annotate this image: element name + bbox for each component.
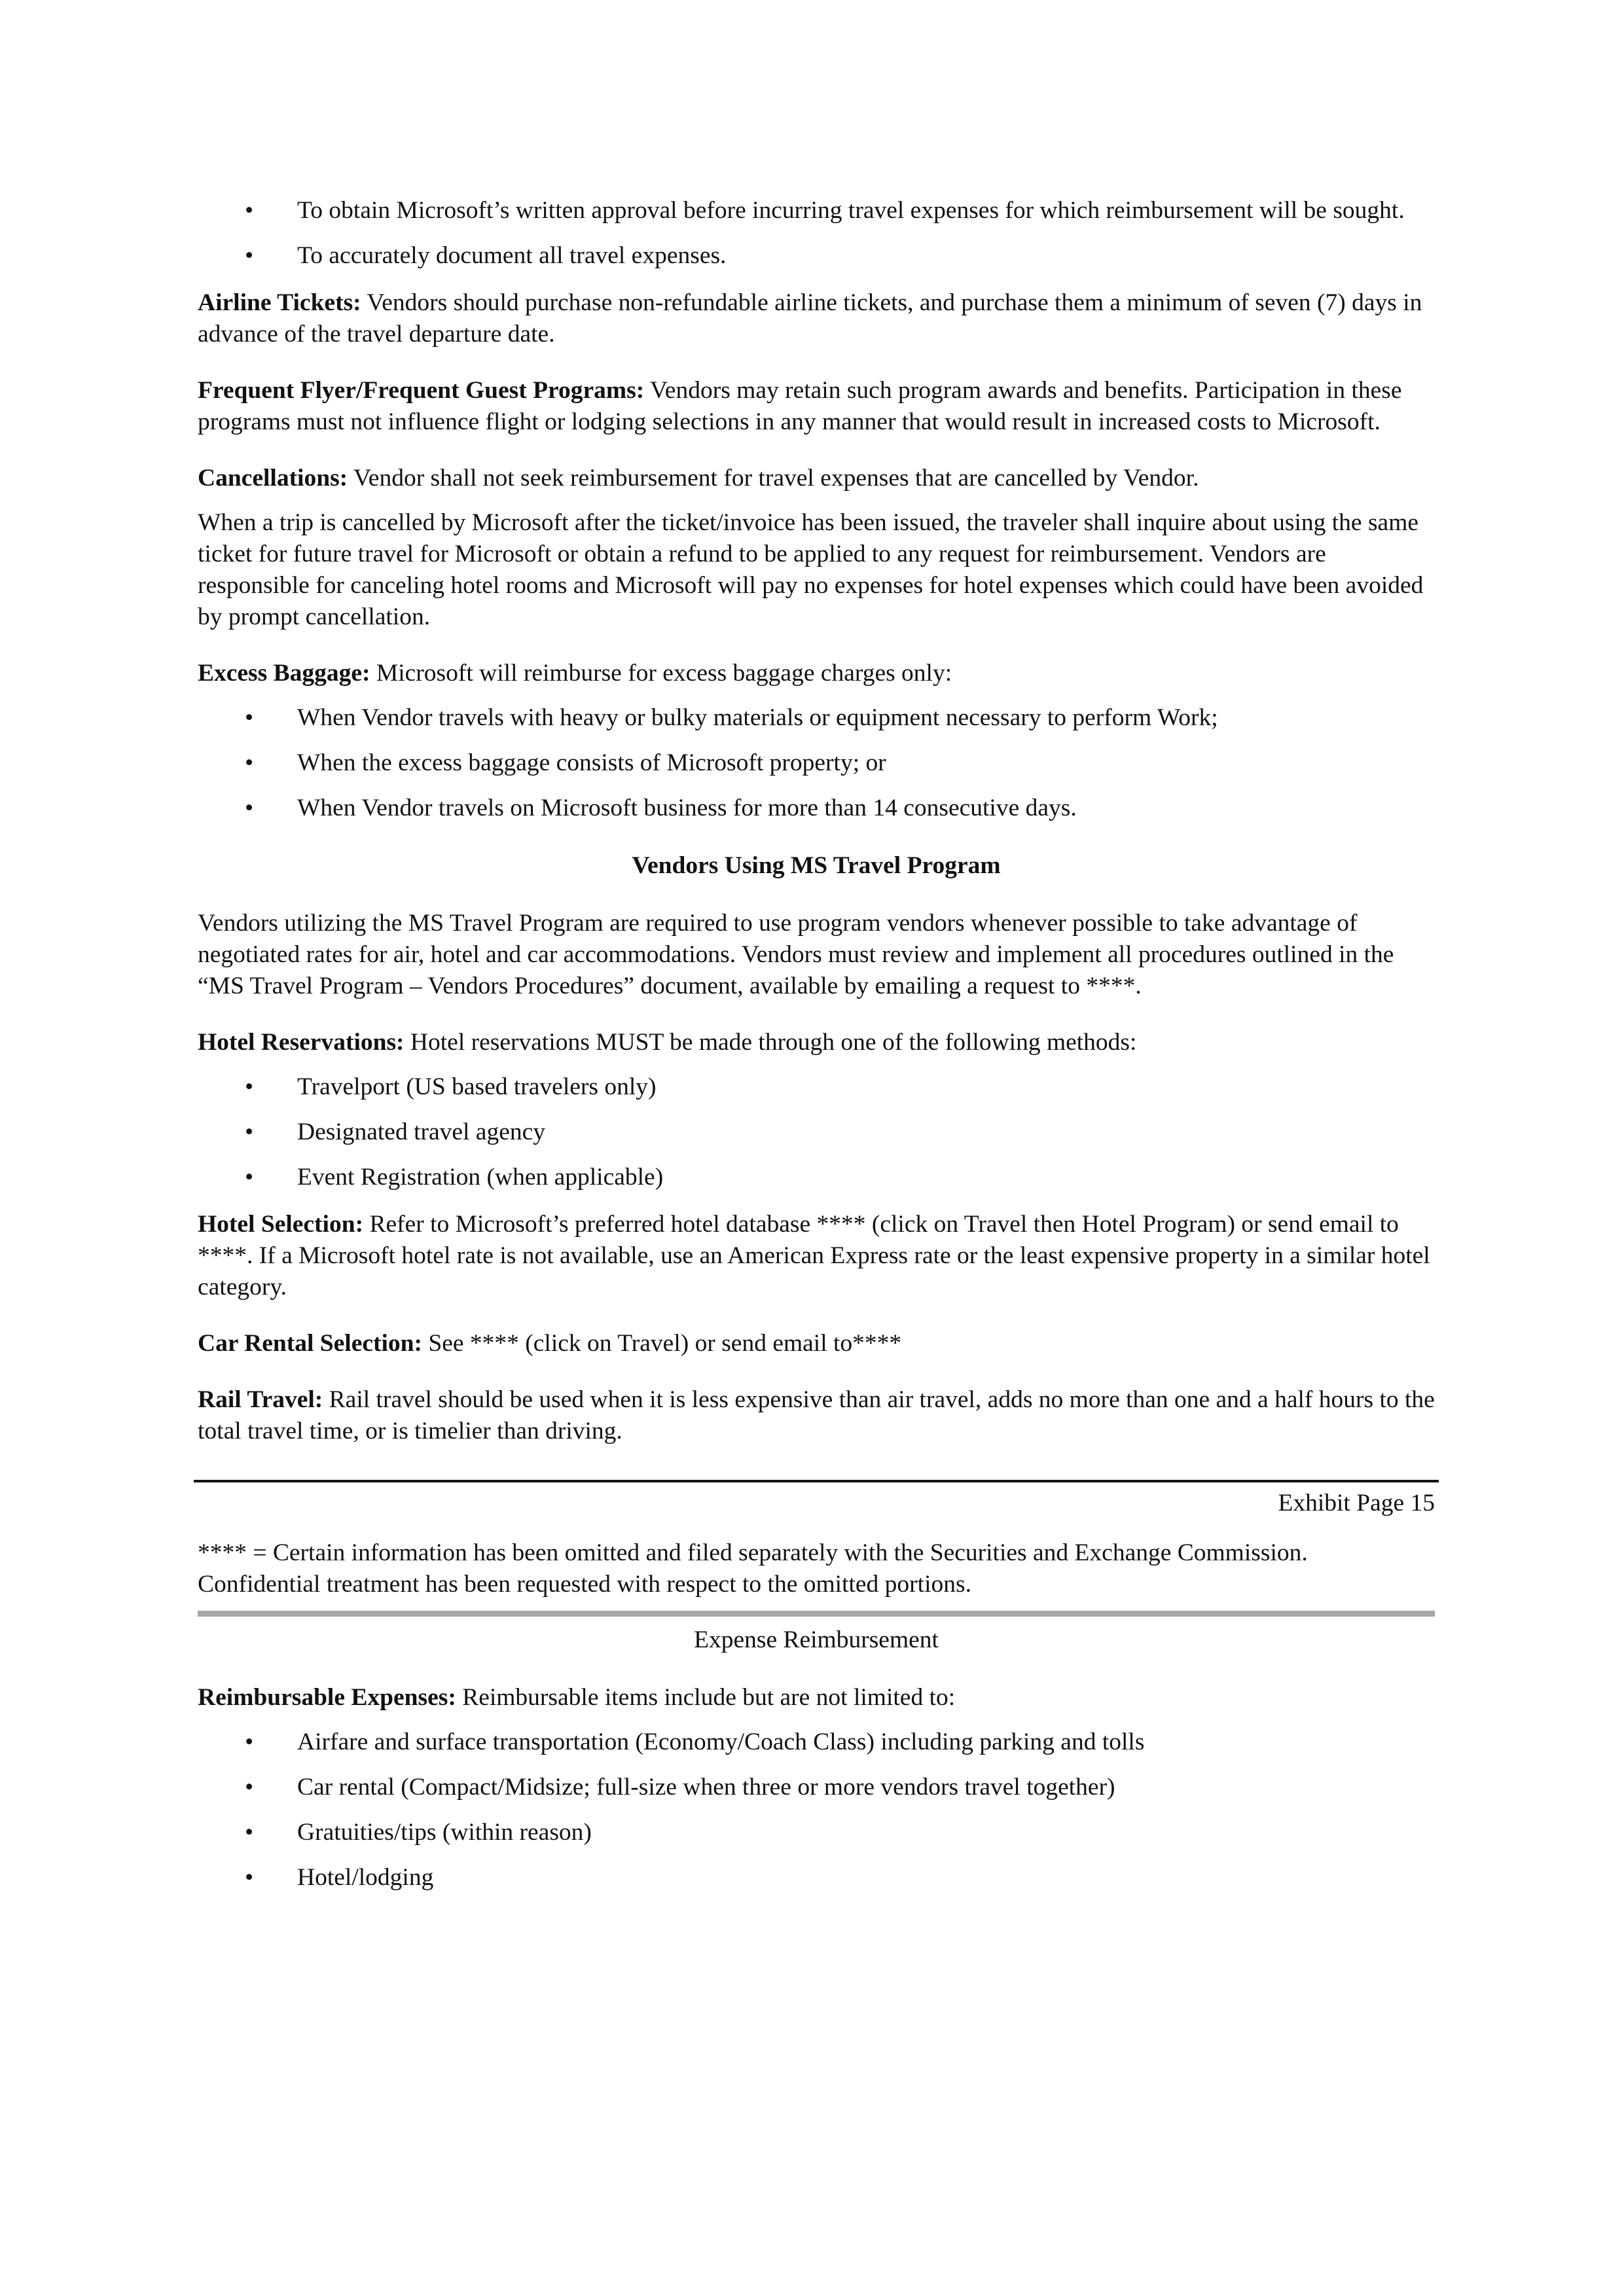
cancellations-paragraph — [198, 463, 1435, 494]
bullet-glyph: • — [245, 704, 254, 731]
car-rental-label: Car Rental Selection: — [198, 1330, 422, 1357]
ms-travel-section-title: Vendors Using MS Travel Program — [632, 852, 1001, 879]
list-item — [198, 1817, 1435, 1848]
list-item-text: Event Registration (when applicable) — [297, 1164, 664, 1191]
rail-travel-text: Rail travel should be used when it is less expensive than air travel, adds no more than one and a half hours to the total travel time, or is timelier than driving. — [198, 1386, 1435, 1444]
hotel-reservations-list — [198, 1071, 1435, 1193]
list-item-text: When the excess baggage consists of Microsoft property; or — [297, 749, 886, 776]
list-item — [198, 1071, 1435, 1103]
ms-travel-intro-paragraph: Vendors utilizing the MS Travel Program are required to use program vendors whenever possible to take advantage of negotiated rates for air, hotel and car accommodations. Vendors must review and implement all procedures outlined in the “MS Travel Program – Vendors Procedures” document, available by emailing a request to ****. — [198, 910, 1394, 999]
hotel-selection-label: Hotel Selection: — [198, 1211, 364, 1238]
rail-travel-label: Rail Travel: — [198, 1386, 323, 1413]
list-item — [198, 1862, 1435, 1893]
expense-reimbursement-title: Expense Reimbursement — [694, 1626, 939, 1653]
list-item-text: When Vendor travels on Microsoft business for more than 14 consecutive days. — [297, 795, 1077, 821]
bullet-glyph: • — [245, 197, 254, 224]
car-rental-text: See **** (click on Travel) or send email to**** — [422, 1330, 902, 1357]
list-item — [198, 1117, 1435, 1148]
list-item — [198, 793, 1435, 824]
excess-baggage-paragraph — [198, 658, 1435, 689]
excess-baggage-list — [198, 702, 1435, 824]
list-item-text: Airfare and surface transportation (Economy/Coach Class) including parking and tolls — [297, 1729, 1145, 1755]
cancellations-followup-paragraph: When a trip is cancelled by Microsoft after the ticket/invoice has been issued, the traveler shall inquire about using the same ticket for future travel for Microsoft or obtain a refund to be applied to any request for reimbursement. Vendors are responsible for canceling hotel rooms and Microsoft will pay no expenses for hotel expenses which could have been avoided by prompt cancellation. — [198, 509, 1424, 630]
list-item-text: When Vendor travels with heavy or bulky materials or equipment necessary to perform Work; — [297, 704, 1218, 731]
list-item-text: To obtain Microsoft’s written approval before incurring travel expenses for which reimbursement will be sought. — [297, 197, 1405, 224]
hotel-reservations-text: Hotel reservations MUST be made through one of the following methods: — [404, 1029, 1137, 1056]
bullet-glyph: • — [245, 1729, 254, 1755]
reimbursable-expenses-paragraph — [198, 1682, 1435, 1713]
list-item-text: Travelport (US based travelers only) — [297, 1073, 657, 1100]
list-item — [198, 195, 1435, 226]
list-item — [198, 747, 1435, 779]
list-item-text: Gratuities/tips (within reason) — [297, 1819, 592, 1846]
bullet-glyph: • — [245, 749, 254, 776]
excess-baggage-label: Excess Baggage: — [198, 660, 370, 687]
airline-tickets-text: Vendors should purchase non-refundable airline tickets, and purchase them a minimum of seven (7) days in advance of the travel departure date. — [198, 289, 1422, 348]
cancellations-text: Vendor shall not seek reimbursement for travel expenses that are cancelled by Vendor. — [348, 465, 1199, 492]
hotel-selection-paragraph — [198, 1209, 1435, 1303]
bullet-glyph: • — [245, 1073, 254, 1100]
hotel-selection-text: Refer to Microsoft’s preferred hotel database **** (click on Travel then Hotel Program) or send email to ****. If a Microsoft hotel rate is not available, use an American Express rate or the least expensive property in a similar hotel category. — [198, 1211, 1430, 1300]
list-item — [198, 240, 1435, 272]
list-item — [198, 1727, 1435, 1758]
document-page — [198, 195, 1435, 1909]
list-item-text: To accurately document all travel expenses. — [297, 242, 727, 269]
reimbursable-expenses-label: Reimbursable Expenses: — [198, 1684, 456, 1711]
hotel-reservations-paragraph — [198, 1027, 1435, 1058]
airline-tickets-label: Airline Tickets: — [198, 289, 361, 316]
bullet-glyph: • — [245, 1164, 254, 1191]
cancellations-label: Cancellations: — [198, 465, 348, 492]
bullet-glyph: • — [245, 795, 254, 821]
bullet-glyph: • — [245, 1119, 254, 1145]
bullet-glyph: • — [245, 1864, 254, 1891]
frequent-flyer-text: Vendors may retain such program awards and benefits. Participation in these programs must not influence flight or lodging selections in any manner that would result in increased costs to Microsoft. — [198, 377, 1402, 435]
airline-tickets-paragraph — [198, 287, 1435, 350]
frequent-flyer-label: Frequent Flyer/Frequent Guest Programs: — [198, 377, 645, 404]
frequent-flyer-paragraph — [198, 375, 1435, 438]
top-bullet-list — [198, 195, 1435, 272]
car-rental-paragraph — [198, 1328, 1435, 1359]
omission-note: **** = Certain information has been omitted and filed separately with the Securities and Exchange Commission. Confidential treatment has been requested with respect to the omitted portions. — [198, 1539, 1308, 1598]
list-item — [198, 702, 1435, 734]
bullet-glyph: • — [245, 242, 254, 269]
grey-divider — [198, 1611, 1435, 1617]
exhibit-page-number: Exhibit Page 15 — [1278, 1490, 1435, 1516]
hotel-reservations-label: Hotel Reservations: — [198, 1029, 405, 1056]
bullet-glyph: • — [245, 1819, 254, 1846]
page-divider — [194, 1480, 1439, 1482]
list-item — [198, 1772, 1435, 1803]
excess-baggage-text: Microsoft will reimburse for excess baggage charges only: — [370, 660, 952, 687]
rail-travel-paragraph — [198, 1384, 1435, 1447]
reimbursable-expenses-text: Reimbursable items include but are not limited to: — [456, 1684, 956, 1711]
bullet-glyph: • — [245, 1774, 254, 1801]
list-item-text: Designated travel agency — [297, 1119, 545, 1145]
reimbursable-expenses-list — [198, 1727, 1435, 1893]
list-item — [198, 1162, 1435, 1193]
list-item-text: Hotel/lodging — [297, 1864, 434, 1891]
list-item-text: Car rental (Compact/Midsize; full-size when three or more vendors travel together) — [297, 1774, 1115, 1801]
